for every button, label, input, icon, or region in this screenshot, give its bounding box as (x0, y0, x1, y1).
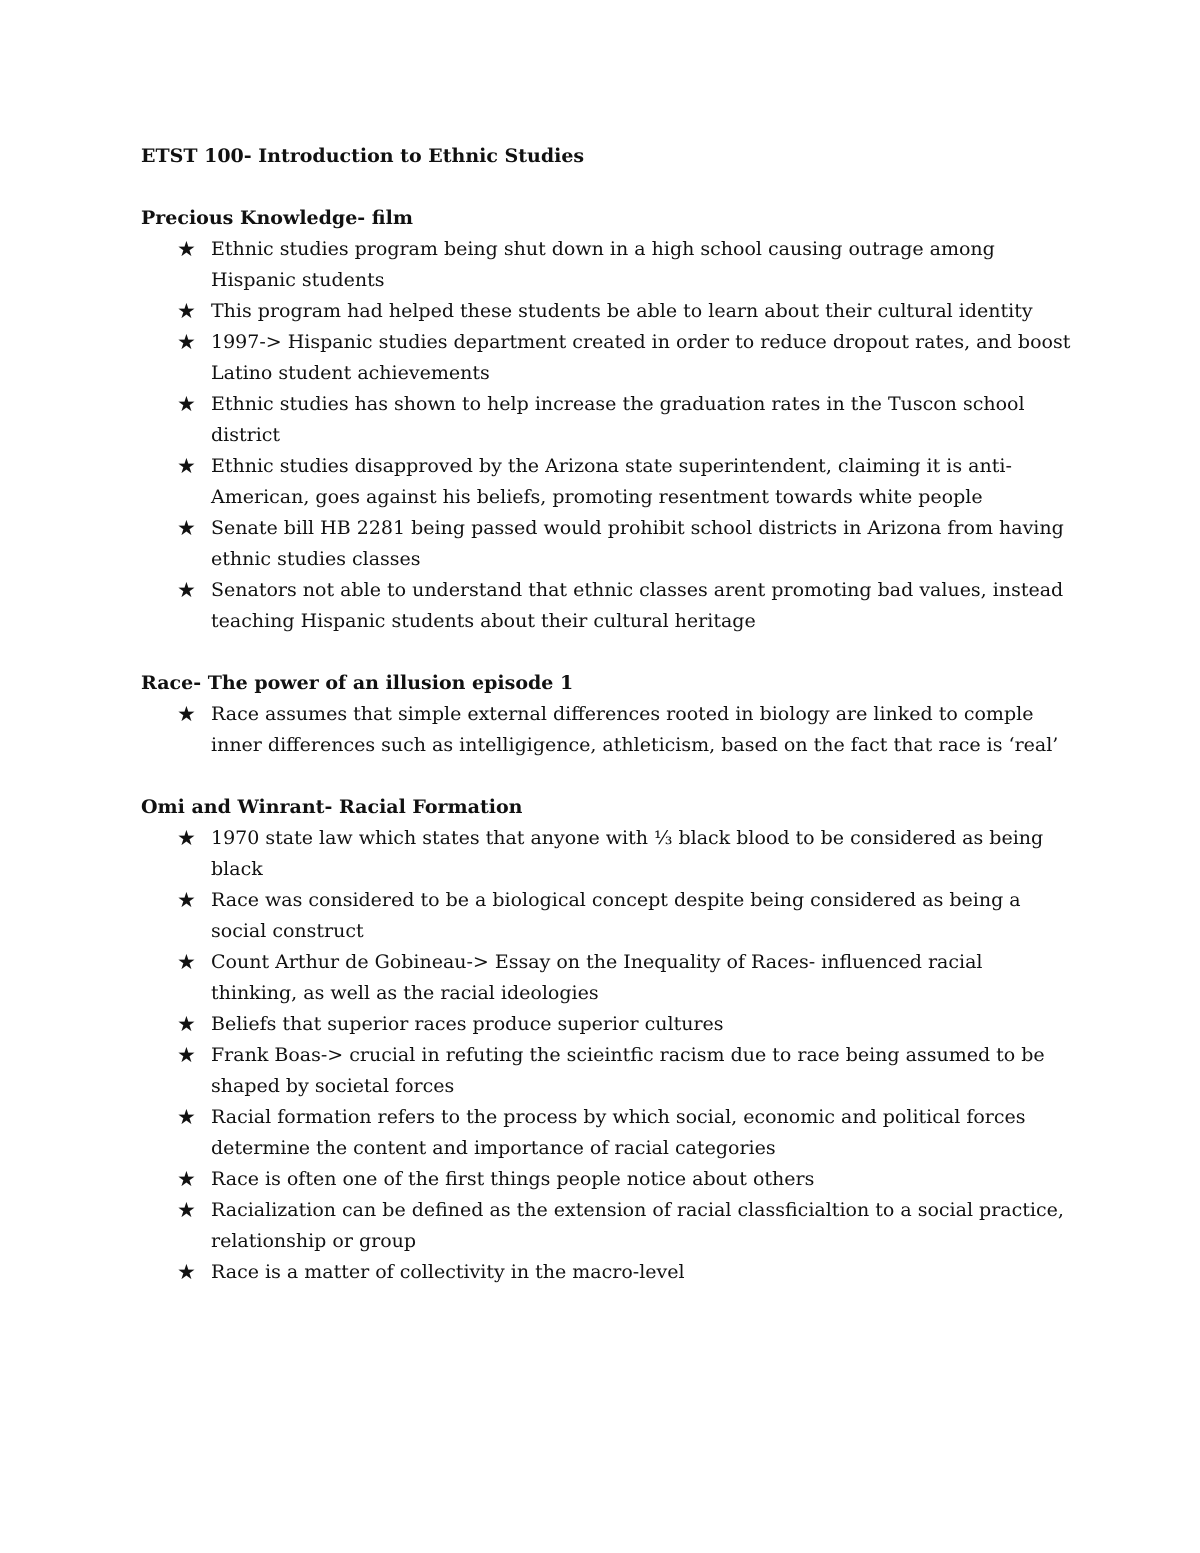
section-precious-knowledge (141, 203, 1071, 637)
list-item-text: This program had helped these students be able to learn about their cultural identity (211, 300, 1033, 322)
list-item-text: Race was considered to be a biological concept despite being considered as being a social construct (211, 889, 1021, 942)
list-item (141, 575, 1071, 637)
list-item-text: 1970 state law which states that anyone with ⅓ black blood to be considered as being black (211, 827, 1044, 880)
bullet-list (141, 823, 1071, 1288)
list-item (141, 389, 1071, 451)
list-item-text: Ethnic studies has shown to help increase the graduation rates in the Tuscon school district (211, 393, 1025, 446)
black-star-icon: ★ (177, 330, 196, 354)
list-item (141, 885, 1071, 947)
list-item-text: 1997-> Hispanic studies department created in order to reduce dropout rates, and boost Latino student achievements (211, 331, 1071, 384)
black-star-icon: ★ (177, 950, 196, 974)
list-item (141, 1164, 1071, 1195)
black-star-icon: ★ (177, 578, 196, 602)
black-star-icon: ★ (177, 1198, 196, 1222)
list-item (141, 1195, 1071, 1257)
document-page (141, 141, 1071, 1319)
list-item-text: Ethnic studies disapproved by the Arizona state superintendent, claiming it is anti-American, goes against his beliefs, promoting resentment towards white people (211, 455, 1012, 508)
list-item (141, 1102, 1071, 1164)
section-heading: Omi and Winrant- Racial Formation (141, 796, 523, 818)
list-item (141, 947, 1071, 1009)
black-star-icon: ★ (177, 826, 196, 850)
list-item (141, 823, 1071, 885)
bullet-list (141, 699, 1071, 761)
section-racial-formation (141, 792, 1071, 1288)
black-star-icon: ★ (177, 1012, 196, 1036)
list-item (141, 513, 1071, 575)
list-item (141, 1040, 1071, 1102)
document-title: ETST 100- Introduction to Ethnic Studies (141, 145, 585, 167)
black-star-icon: ★ (177, 1105, 196, 1129)
list-item (141, 1257, 1071, 1288)
list-item (141, 327, 1071, 389)
black-star-icon: ★ (177, 702, 196, 726)
black-star-icon: ★ (177, 237, 196, 261)
black-star-icon: ★ (177, 299, 196, 323)
bullet-list (141, 234, 1071, 637)
list-item-text: Race is a matter of collectivity in the macro-level (211, 1261, 685, 1283)
black-star-icon: ★ (177, 1043, 196, 1067)
list-item-text: Senate bill HB 2281 being passed would prohibit school districts in Arizona from having ethnic studies classes (211, 517, 1064, 570)
list-item-text: Ethnic studies program being shut down in a high school causing outrage among Hispanic students (211, 238, 995, 291)
black-star-icon: ★ (177, 392, 196, 416)
list-item (141, 699, 1071, 761)
list-item-text: Senators not able to understand that ethnic classes arent promoting bad values, instead teaching Hispanic students about their cultural heritage (211, 579, 1064, 632)
list-item (141, 234, 1071, 296)
section-heading: Precious Knowledge- film (141, 207, 413, 229)
list-item-text: Racial formation refers to the process by which social, economic and political forces determine the content and importance of racial categories (211, 1106, 1026, 1159)
list-item-text: Beliefs that superior races produce superior cultures (211, 1013, 724, 1035)
list-item-text: Count Arthur de Gobineau-> Essay on the Inequality of Races- influenced racial thinking, as well as the racial ideologies (211, 951, 983, 1004)
list-item-text: Race assumes that simple external differences rooted in biology are linked to comple inner differences such as intelligigence, athleticism, based on the fact that race is ‘real’ (211, 703, 1059, 756)
black-star-icon: ★ (177, 454, 196, 478)
black-star-icon: ★ (177, 1260, 196, 1284)
black-star-icon: ★ (177, 888, 196, 912)
list-item-text: Frank Boas-> crucial in refuting the scieintfic racism due to race being assumed to be shaped by societal forces (211, 1044, 1045, 1097)
black-star-icon: ★ (177, 1167, 196, 1191)
black-star-icon: ★ (177, 516, 196, 540)
section-race-power-of-illusion (141, 668, 1071, 761)
section-heading: Race- The power of an illusion episode 1 (141, 672, 574, 694)
list-item (141, 1009, 1071, 1040)
list-item-text: Racialization can be defined as the extension of racial classficialtion to a social practice, relationship or group (211, 1199, 1064, 1252)
list-item (141, 296, 1071, 327)
list-item-text: Race is often one of the first things people notice about others (211, 1168, 815, 1190)
list-item (141, 451, 1071, 513)
